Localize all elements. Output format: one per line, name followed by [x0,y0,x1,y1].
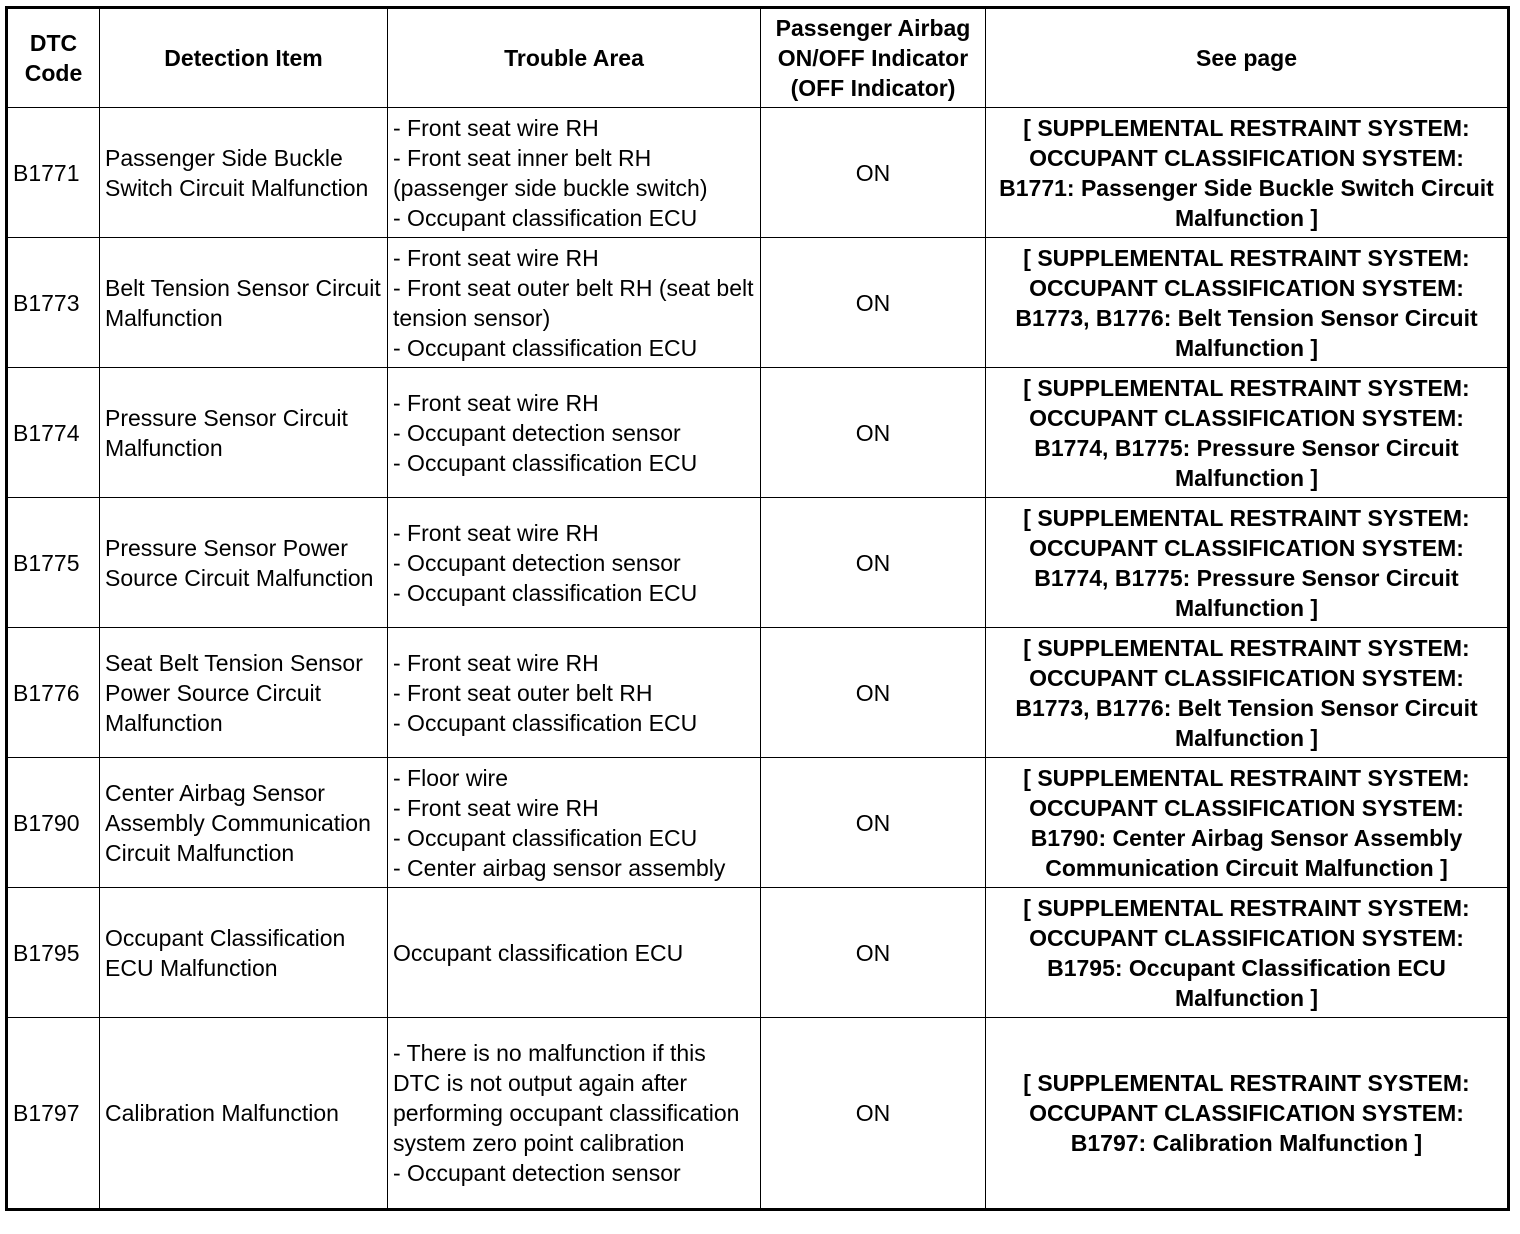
detection-item-cell: Pressure Sensor Power Source Circuit Malfunction [100,498,388,628]
trouble-area-line: - Front seat wire RH [393,649,599,676]
table-row [7,888,1509,1018]
dtc-code-cell: B1771 [7,108,100,238]
dtc-table [5,6,1510,1211]
detection-item-cell: Center Airbag Sensor Assembly Communication Circuit Malfunction [100,758,388,888]
trouble-area-line: - Front seat wire RH [393,114,599,141]
trouble-area-line: - Front seat inner belt RH (passenger side buckle switch) [393,144,708,201]
detection-item-cell: Belt Tension Sensor Circuit Malfunction [100,238,388,368]
indicator-cell: ON [761,238,986,368]
see-page-cell: [ SUPPLEMENTAL RESTRAINT SYSTEM: OCCUPANT CLASSIFICATION SYSTEM: B1797: Calibration Malfunction ] [986,1018,1509,1210]
table-row [7,628,1509,758]
dtc-table-wrapper [5,6,1510,1211]
trouble-area-line: - Front seat wire RH [393,519,599,546]
header-trouble-area: Trouble Area [388,8,761,108]
trouble-area-line: - There is no malfunction if this DTC is not output again after performing occupant classification system zero point calibration [393,1040,740,1156]
see-page-cell: [ SUPPLEMENTAL RESTRAINT SYSTEM: OCCUPANT CLASSIFICATION SYSTEM: B1795: Occupant Classification ECU Malfunction ] [986,888,1509,1018]
table-row [7,108,1509,238]
indicator-cell: ON [761,888,986,1018]
trouble-area-cell [388,498,761,628]
trouble-area-line: - Occupant classification ECU [393,334,698,361]
table-row [7,758,1509,888]
dtc-code-cell: B1773 [7,238,100,368]
trouble-area-cell [388,1018,761,1210]
trouble-area-line: - Occupant detection sensor [393,1160,681,1186]
header-dtc-code: DTC Code [7,8,100,108]
trouble-area-line: - Occupant classification ECU [393,709,698,736]
indicator-cell: ON [761,368,986,498]
indicator-cell: ON [761,758,986,888]
header-indicator: Passenger Airbag ON/OFF Indicator (OFF Indicator) [761,8,986,108]
trouble-area-line: - Occupant classification ECU [393,204,698,231]
dtc-code-cell: B1797 [7,1018,100,1210]
table-row [7,238,1509,368]
table-row [7,498,1509,628]
trouble-area-line: - Front seat outer belt RH (seat belt tension sensor) [393,274,754,331]
trouble-area-line: - Occupant classification ECU [393,579,698,606]
detection-item-cell: Passenger Side Buckle Switch Circuit Malfunction [100,108,388,238]
trouble-area-cell [388,238,761,368]
trouble-area-line: - Occupant detection sensor [393,549,681,576]
table-row [7,1018,1509,1210]
dtc-code-cell: B1795 [7,888,100,1018]
trouble-area-cell [388,628,761,758]
indicator-cell: ON [761,498,986,628]
indicator-cell: ON [761,628,986,758]
detection-item-cell: Calibration Malfunction [100,1018,388,1210]
detection-item-cell: Seat Belt Tension Sensor Power Source Circuit Malfunction [100,628,388,758]
see-page-cell: [ SUPPLEMENTAL RESTRAINT SYSTEM: OCCUPANT CLASSIFICATION SYSTEM: B1790: Center Airbag Sensor Assembly Communication Circuit Malfunction ] [986,758,1509,888]
header-see-page: See page [986,8,1509,108]
indicator-cell: ON [761,1018,986,1210]
detection-item-cell: Occupant Classification ECU Malfunction [100,888,388,1018]
trouble-area-line: Occupant classification ECU [393,939,684,966]
header-row [7,8,1509,108]
trouble-area-line: - Front seat wire RH [393,794,599,821]
see-page-cell: [ SUPPLEMENTAL RESTRAINT SYSTEM: OCCUPANT CLASSIFICATION SYSTEM: B1771: Passenger Side Buckle Switch Circuit Malfunction ] [986,108,1509,238]
dtc-code-cell: B1774 [7,368,100,498]
dtc-code-cell: B1775 [7,498,100,628]
detection-item-cell: Pressure Sensor Circuit Malfunction [100,368,388,498]
trouble-area-cell [388,368,761,498]
trouble-area-line: - Occupant classification ECU [393,824,698,851]
trouble-area-line: - Front seat wire RH [393,244,599,271]
see-page-cell: [ SUPPLEMENTAL RESTRAINT SYSTEM: OCCUPANT CLASSIFICATION SYSTEM: B1774, B1775: Pressure Sensor Circuit Malfunction ] [986,498,1509,628]
see-page-cell: [ SUPPLEMENTAL RESTRAINT SYSTEM: OCCUPANT CLASSIFICATION SYSTEM: B1773, B1776: Belt Tension Sensor Circuit Malfunction ] [986,628,1509,758]
table-row [7,368,1509,498]
header-detection-item: Detection Item [100,8,388,108]
trouble-area-line: - Front seat outer belt RH [393,679,653,706]
trouble-area-line: - Center airbag sensor assembly [393,854,726,881]
trouble-area-cell [388,108,761,238]
trouble-area-line: - Occupant classification ECU [393,449,698,476]
see-page-cell: [ SUPPLEMENTAL RESTRAINT SYSTEM: OCCUPANT CLASSIFICATION SYSTEM: B1773, B1776: Belt Tension Sensor Circuit Malfunction ] [986,238,1509,368]
trouble-area-line: - Occupant detection sensor [393,419,681,446]
see-page-cell: [ SUPPLEMENTAL RESTRAINT SYSTEM: OCCUPANT CLASSIFICATION SYSTEM: B1774, B1775: Pressure Sensor Circuit Malfunction ] [986,368,1509,498]
trouble-area-line: - Floor wire [393,764,509,791]
dtc-code-cell: B1790 [7,758,100,888]
trouble-area-line: - Front seat wire RH [393,389,599,416]
dtc-code-cell: B1776 [7,628,100,758]
indicator-cell: ON [761,108,986,238]
trouble-area-cell [388,888,761,1018]
trouble-area-cell [388,758,761,888]
